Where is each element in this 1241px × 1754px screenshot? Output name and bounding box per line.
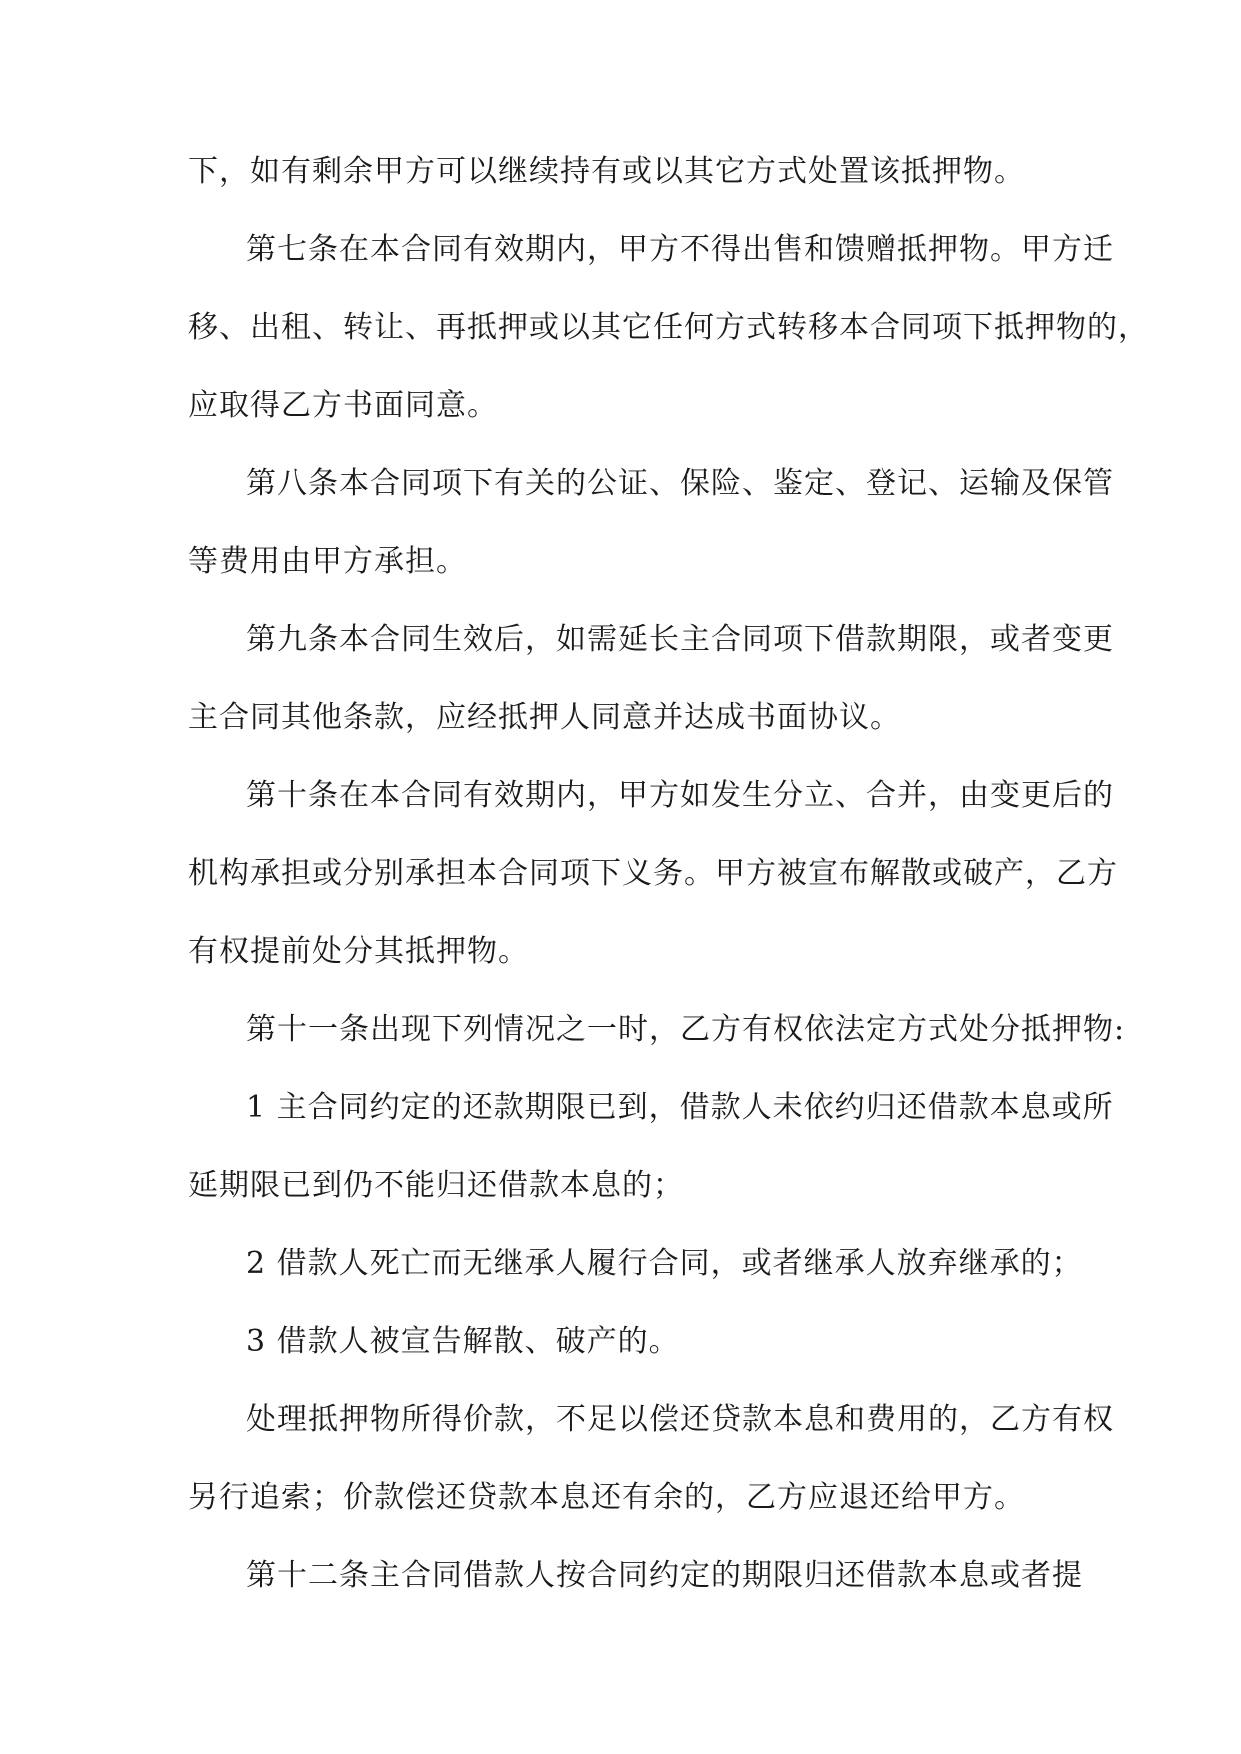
text-line: 第八条本合同项下有关的公证、保险、鉴定、登记、运输及保管 <box>246 466 1114 501</box>
text-line: 第十条在本合同有效期内，甲方如发生分立、合并，由变更后的 <box>246 778 1114 813</box>
text-line: 应取得乙方书面同意。 <box>188 388 498 423</box>
text-line: 有权提前处分其抵押物。 <box>188 934 529 969</box>
text-line: 延期限已到仍不能归还借款本息的； <box>188 1168 684 1203</box>
text-line: 下，如有剩余甲方可以继续持有或以其它方式处置该抵押物。 <box>188 154 1025 189</box>
text-line: 第十二条主合同借款人按合同约定的期限归还借款本息或者提 <box>246 1558 1083 1593</box>
text-line: 等费用由甲方承担。 <box>188 544 467 579</box>
text-line: 第七条在本合同有效期内，甲方不得出售和馈赠抵押物。甲方迁 <box>246 232 1114 267</box>
text-line: 第九条本合同生效后，如需延长主合同项下借款期限，或者变更 <box>246 622 1114 657</box>
text-line: 1 主合同约定的还款期限已到，借款人未依约归还借款本息或所 <box>246 1090 1114 1125</box>
text-line: 机构承担或分别承担本合同项下义务。甲方被宣布解散或破产，乙方 <box>188 856 1118 891</box>
text-line: 处理抵押物所得价款，不足以偿还贷款本息和费用的，乙方有权 <box>246 1402 1114 1437</box>
text-line: 3 借款人被宣告解散、破产的。 <box>246 1324 680 1359</box>
text-line: 移、出租、转让、再抵押或以其它任何方式转移本合同项下抵押物的， <box>188 310 1149 345</box>
text-line: 另行追索；价款偿还贷款本息还有余的，乙方应退还给甲方。 <box>188 1480 1025 1515</box>
text-line: 2 借款人死亡而无继承人履行合同，或者继承人放弃继承的； <box>246 1246 1083 1281</box>
text-line: 第十一条出现下列情况之一时，乙方有权依法定方式处分抵押物: <box>246 1012 1126 1047</box>
text-line: 主合同其他条款，应经抵押人同意并达成书面协议。 <box>188 700 901 735</box>
